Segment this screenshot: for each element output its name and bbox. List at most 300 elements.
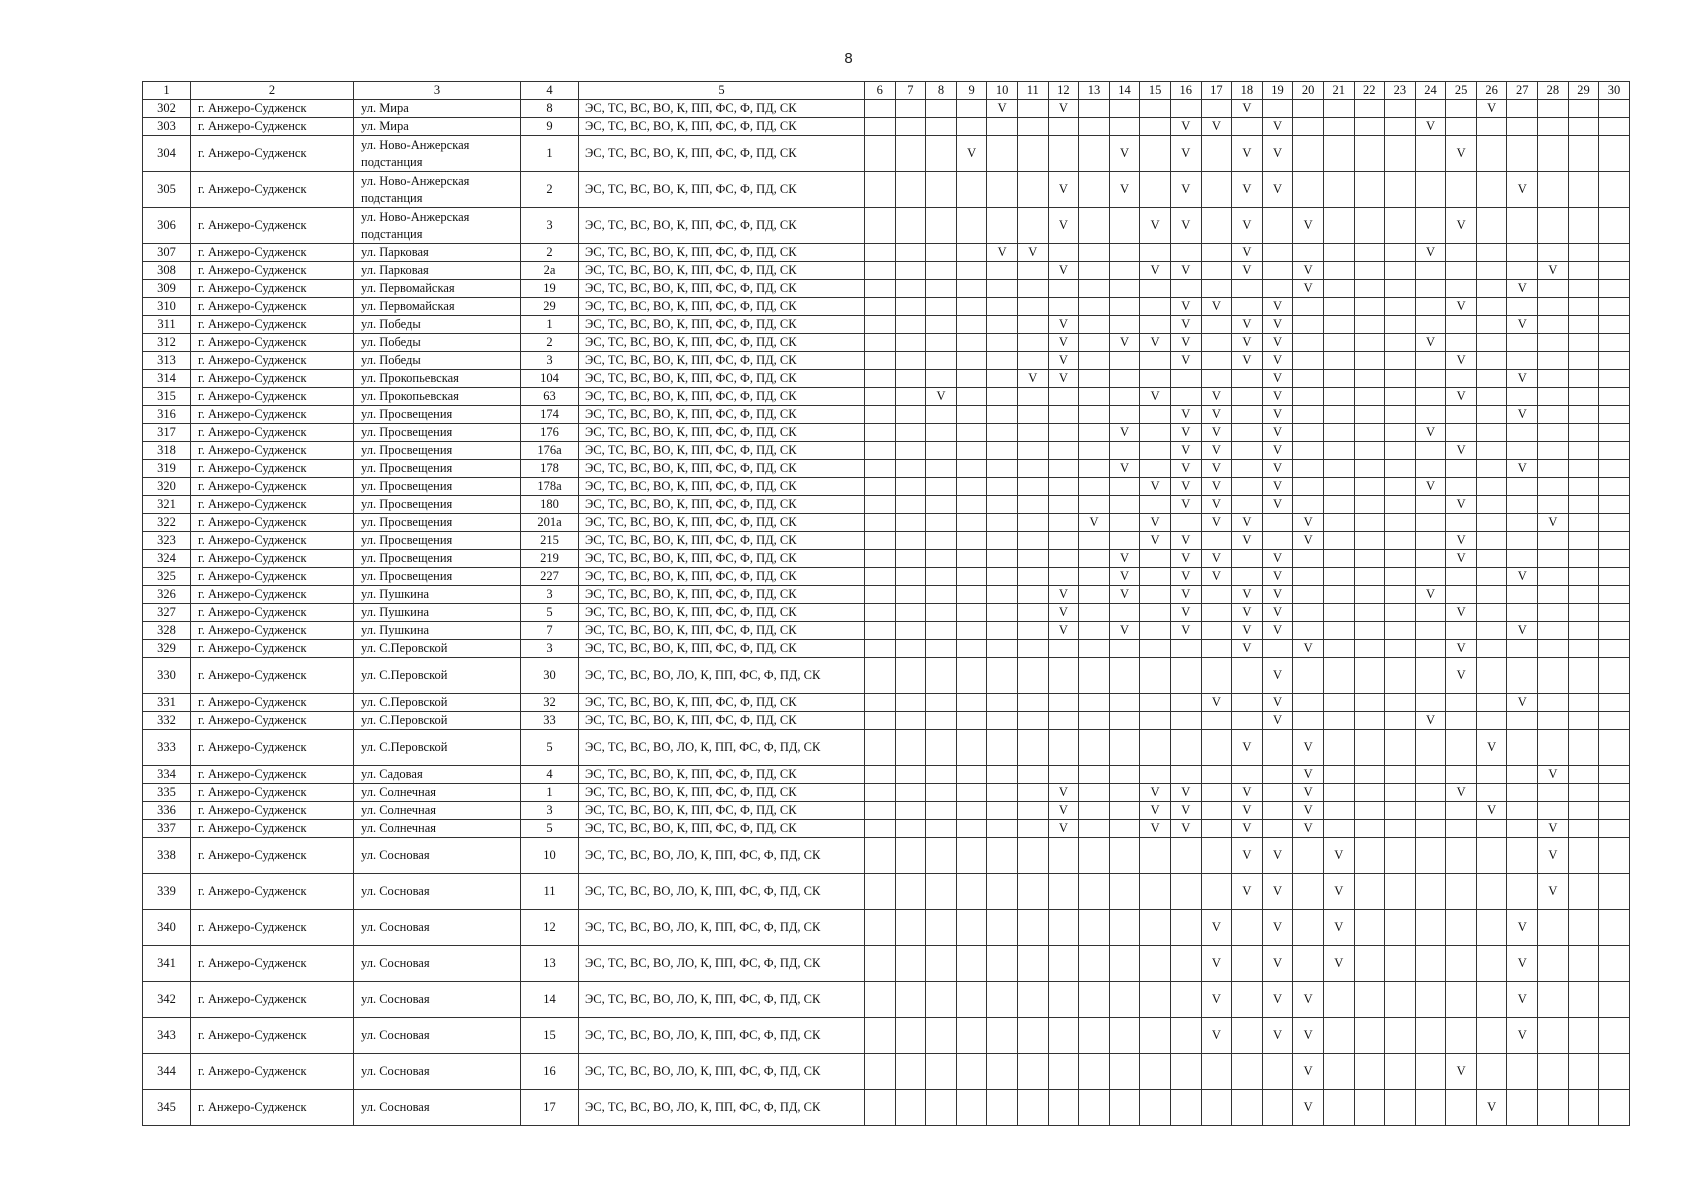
empty-cell — [1262, 1090, 1293, 1126]
empty-cell — [926, 442, 957, 460]
empty-cell — [1109, 496, 1140, 514]
empty-cell — [865, 280, 896, 298]
mark-cell: V — [1446, 550, 1477, 568]
table-row — [143, 946, 1630, 982]
empty-cell — [1446, 172, 1477, 208]
empty-cell — [1293, 136, 1324, 172]
mark-cell: V — [1538, 262, 1569, 280]
table-row — [143, 262, 1630, 280]
empty-cell — [1323, 460, 1354, 478]
services-cell: ЭС, ТС, ВС, ВО, К, ПП, ФС, Ф, ПД, СК — [579, 712, 865, 730]
mark-cell: V — [1446, 388, 1477, 406]
empty-cell — [1170, 838, 1201, 874]
empty-cell — [1079, 532, 1110, 550]
empty-cell — [1170, 280, 1201, 298]
row-number-cell: 330 — [143, 658, 191, 694]
empty-cell — [1354, 118, 1385, 136]
house-cell: 7 — [521, 622, 579, 640]
mark-cell: V — [1262, 496, 1293, 514]
empty-cell — [1538, 424, 1569, 442]
empty-cell — [895, 136, 926, 172]
mark-cell: V — [1262, 622, 1293, 640]
empty-cell — [1232, 460, 1263, 478]
empty-cell — [956, 442, 987, 460]
empty-cell — [1354, 100, 1385, 118]
empty-cell — [1048, 874, 1079, 910]
mark-cell: V — [1262, 352, 1293, 370]
empty-cell — [1323, 820, 1354, 838]
empty-cell — [1568, 424, 1599, 442]
mark-cell: V — [1170, 172, 1201, 208]
column-header: 21 — [1323, 82, 1354, 100]
column-header: 4 — [521, 82, 579, 100]
house-cell: 5 — [521, 820, 579, 838]
empty-cell — [895, 370, 926, 388]
empty-cell — [987, 766, 1018, 784]
empty-cell — [1079, 622, 1110, 640]
column-header: 20 — [1293, 82, 1324, 100]
empty-cell — [1354, 568, 1385, 586]
empty-cell — [1354, 262, 1385, 280]
empty-cell — [1568, 586, 1599, 604]
empty-cell — [926, 784, 957, 802]
empty-cell — [1385, 640, 1416, 658]
empty-cell — [987, 622, 1018, 640]
empty-cell — [926, 460, 957, 478]
empty-cell — [1170, 982, 1201, 1018]
mark-cell: V — [1293, 262, 1324, 280]
row-number-cell: 310 — [143, 298, 191, 316]
row-number-cell: 315 — [143, 388, 191, 406]
empty-cell — [1017, 532, 1048, 550]
empty-cell — [895, 244, 926, 262]
empty-cell — [956, 802, 987, 820]
table-row — [143, 532, 1630, 550]
empty-cell — [1079, 910, 1110, 946]
empty-cell — [1017, 586, 1048, 604]
mark-cell: V — [1232, 172, 1263, 208]
services-cell: ЭС, ТС, ВС, ВО, К, ПП, ФС, Ф, ПД, СК — [579, 352, 865, 370]
empty-cell — [1109, 514, 1140, 532]
empty-cell — [1568, 136, 1599, 172]
mark-cell: V — [1507, 316, 1538, 334]
empty-cell — [1170, 388, 1201, 406]
mark-cell: V — [1232, 136, 1263, 172]
table-row — [143, 712, 1630, 730]
empty-cell — [1446, 118, 1477, 136]
column-header: 8 — [926, 82, 957, 100]
empty-cell — [1354, 910, 1385, 946]
row-number-cell: 309 — [143, 280, 191, 298]
empty-cell — [956, 622, 987, 640]
empty-cell — [865, 766, 896, 784]
table-row — [143, 658, 1630, 694]
empty-cell — [1232, 910, 1263, 946]
empty-cell — [1354, 442, 1385, 460]
empty-cell — [1017, 730, 1048, 766]
column-header: 14 — [1109, 82, 1140, 100]
empty-cell — [1109, 118, 1140, 136]
empty-cell — [1293, 568, 1324, 586]
empty-cell — [1017, 172, 1048, 208]
empty-cell — [1170, 640, 1201, 658]
empty-cell — [987, 820, 1018, 838]
empty-cell — [1446, 946, 1477, 982]
empty-cell — [1262, 514, 1293, 532]
mark-cell: V — [1262, 370, 1293, 388]
empty-cell — [1293, 244, 1324, 262]
empty-cell — [987, 118, 1018, 136]
services-cell: ЭС, ТС, ВС, ВО, ЛО, К, ПП, ФС, Ф, ПД, СК — [579, 1018, 865, 1054]
mark-cell: V — [1201, 946, 1232, 982]
table-row — [143, 874, 1630, 910]
empty-cell — [1323, 604, 1354, 622]
empty-cell — [1354, 838, 1385, 874]
house-cell: 2 — [521, 334, 579, 352]
empty-cell — [1109, 946, 1140, 982]
empty-cell — [1323, 388, 1354, 406]
empty-cell — [1323, 424, 1354, 442]
empty-cell — [1415, 622, 1446, 640]
mark-cell: V — [1446, 208, 1477, 244]
empty-cell — [1476, 352, 1507, 370]
empty-cell — [987, 316, 1018, 334]
services-cell: ЭС, ТС, ВС, ВО, ЛО, К, ПП, ФС, Ф, ПД, СК — [579, 1054, 865, 1090]
mark-cell: V — [1262, 658, 1293, 694]
empty-cell — [1232, 118, 1263, 136]
empty-cell — [1538, 694, 1569, 712]
empty-cell — [1140, 316, 1171, 334]
mark-cell: V — [1262, 712, 1293, 730]
empty-cell — [1385, 262, 1416, 280]
mark-cell: V — [1140, 802, 1171, 820]
row-number-cell: 328 — [143, 622, 191, 640]
empty-cell — [1385, 694, 1416, 712]
row-number-cell: 324 — [143, 550, 191, 568]
empty-cell — [926, 136, 957, 172]
empty-cell — [1568, 946, 1599, 982]
empty-cell — [1385, 532, 1416, 550]
empty-cell — [1415, 568, 1446, 586]
empty-cell — [1538, 406, 1569, 424]
mark-cell: V — [1232, 244, 1263, 262]
empty-cell — [895, 298, 926, 316]
mark-cell: V — [1262, 388, 1293, 406]
mark-cell: V — [1109, 550, 1140, 568]
mark-cell: V — [1232, 352, 1263, 370]
empty-cell — [1201, 316, 1232, 334]
empty-cell — [1017, 118, 1048, 136]
city-cell: г. Анжеро-Судженск — [191, 118, 354, 136]
empty-cell — [1599, 262, 1630, 280]
empty-cell — [1109, 406, 1140, 424]
empty-cell — [1568, 820, 1599, 838]
empty-cell — [1446, 802, 1477, 820]
empty-cell — [1232, 478, 1263, 496]
house-cell: 104 — [521, 370, 579, 388]
empty-cell — [1354, 982, 1385, 1018]
mark-cell: V — [1109, 334, 1140, 352]
mark-cell: V — [1293, 784, 1324, 802]
house-cell: 19 — [521, 280, 579, 298]
table-row — [143, 100, 1630, 118]
empty-cell — [1385, 550, 1416, 568]
empty-cell — [865, 460, 896, 478]
empty-cell — [1201, 100, 1232, 118]
house-cell: 1 — [521, 136, 579, 172]
city-cell: г. Анжеро-Судженск — [191, 730, 354, 766]
street-cell: ул. Первомайская — [354, 280, 521, 298]
street-cell: ул. Парковая — [354, 262, 521, 280]
services-cell: ЭС, ТС, ВС, ВО, ЛО, К, ПП, ФС, Ф, ПД, СК — [579, 874, 865, 910]
empty-cell — [987, 442, 1018, 460]
empty-cell — [1538, 712, 1569, 730]
empty-cell — [1170, 730, 1201, 766]
empty-cell — [1354, 478, 1385, 496]
empty-cell — [1446, 838, 1477, 874]
empty-cell — [1017, 334, 1048, 352]
services-cell: ЭС, ТС, ВС, ВО, К, ПП, ФС, Ф, ПД, СК — [579, 406, 865, 424]
row-number-cell: 344 — [143, 1054, 191, 1090]
services-cell: ЭС, ТС, ВС, ВО, К, ПП, ФС, Ф, ПД, СК — [579, 370, 865, 388]
row-number-cell: 318 — [143, 442, 191, 460]
mark-cell: V — [1048, 262, 1079, 280]
column-header: 2 — [191, 82, 354, 100]
empty-cell — [1140, 658, 1171, 694]
table-row — [143, 280, 1630, 298]
mark-cell: V — [1232, 586, 1263, 604]
empty-cell — [1476, 496, 1507, 514]
mark-cell: V — [1476, 802, 1507, 820]
empty-cell — [1109, 262, 1140, 280]
empty-cell — [1293, 550, 1324, 568]
empty-cell — [1048, 1054, 1079, 1090]
mark-cell: V — [1232, 532, 1263, 550]
empty-cell — [865, 658, 896, 694]
empty-cell — [1476, 442, 1507, 460]
empty-cell — [956, 694, 987, 712]
empty-cell — [1415, 1018, 1446, 1054]
empty-cell — [1538, 622, 1569, 640]
house-cell: 17 — [521, 1090, 579, 1126]
row-number-cell: 323 — [143, 532, 191, 550]
table-row — [143, 802, 1630, 820]
empty-cell — [1568, 784, 1599, 802]
empty-cell — [1017, 280, 1048, 298]
city-cell: г. Анжеро-Судженск — [191, 532, 354, 550]
empty-cell — [1048, 946, 1079, 982]
mark-cell: V — [1415, 244, 1446, 262]
empty-cell — [926, 694, 957, 712]
empty-cell — [895, 694, 926, 712]
mark-cell: V — [1293, 514, 1324, 532]
mark-cell: V — [1170, 208, 1201, 244]
empty-cell — [1354, 136, 1385, 172]
empty-cell — [865, 316, 896, 334]
empty-cell — [1476, 568, 1507, 586]
empty-cell — [1048, 280, 1079, 298]
empty-cell — [1599, 712, 1630, 730]
empty-cell — [1293, 874, 1324, 910]
empty-cell — [895, 1090, 926, 1126]
row-number-cell: 331 — [143, 694, 191, 712]
mark-cell: V — [1232, 802, 1263, 820]
empty-cell — [1507, 478, 1538, 496]
empty-cell — [1262, 640, 1293, 658]
city-cell: г. Анжеро-Судженск — [191, 478, 354, 496]
mark-cell: V — [1170, 460, 1201, 478]
house-cell: 14 — [521, 982, 579, 1018]
empty-cell — [1415, 802, 1446, 820]
empty-cell — [1446, 730, 1477, 766]
empty-cell — [1599, 550, 1630, 568]
empty-cell — [1140, 712, 1171, 730]
empty-cell — [1201, 370, 1232, 388]
empty-cell — [926, 172, 957, 208]
mark-cell: V — [1232, 784, 1263, 802]
mark-cell: V — [1170, 622, 1201, 640]
empty-cell — [1385, 244, 1416, 262]
empty-cell — [1048, 766, 1079, 784]
empty-cell — [956, 550, 987, 568]
street-cell: ул. Сосновая — [354, 874, 521, 910]
empty-cell — [1354, 802, 1385, 820]
house-cell: 3 — [521, 802, 579, 820]
empty-cell — [865, 604, 896, 622]
empty-cell — [1079, 280, 1110, 298]
empty-cell — [1385, 460, 1416, 478]
empty-cell — [1079, 136, 1110, 172]
empty-cell — [1476, 280, 1507, 298]
column-header: 27 — [1507, 82, 1538, 100]
empty-cell — [1599, 658, 1630, 694]
empty-cell — [926, 730, 957, 766]
services-cell: ЭС, ТС, ВС, ВО, К, ПП, ФС, Ф, ПД, СК — [579, 622, 865, 640]
empty-cell — [1507, 424, 1538, 442]
mark-cell: V — [1262, 406, 1293, 424]
empty-cell — [1323, 172, 1354, 208]
city-cell: г. Анжеро-Судженск — [191, 424, 354, 442]
empty-cell — [865, 424, 896, 442]
empty-cell — [926, 658, 957, 694]
empty-cell — [895, 622, 926, 640]
empty-cell — [865, 334, 896, 352]
table-row — [143, 604, 1630, 622]
empty-cell — [1538, 658, 1569, 694]
city-cell: г. Анжеро-Судженск — [191, 1090, 354, 1126]
house-cell: 8 — [521, 100, 579, 118]
empty-cell — [895, 316, 926, 334]
empty-cell — [1538, 784, 1569, 802]
empty-cell — [1079, 784, 1110, 802]
mark-cell: V — [1293, 280, 1324, 298]
street-cell: ул. Сосновая — [354, 838, 521, 874]
empty-cell — [1415, 514, 1446, 532]
empty-cell — [1017, 784, 1048, 802]
empty-cell — [1354, 352, 1385, 370]
services-cell: ЭС, ТС, ВС, ВО, К, ПП, ФС, Ф, ПД, СК — [579, 244, 865, 262]
empty-cell — [1140, 406, 1171, 424]
empty-cell — [1568, 982, 1599, 1018]
empty-cell — [865, 442, 896, 460]
empty-cell — [1109, 280, 1140, 298]
empty-cell — [1568, 370, 1599, 388]
mark-cell: V — [1048, 622, 1079, 640]
empty-cell — [1170, 946, 1201, 982]
empty-cell — [1599, 298, 1630, 316]
empty-cell — [1385, 1090, 1416, 1126]
empty-cell — [1599, 784, 1630, 802]
mark-cell: V — [1293, 1054, 1324, 1090]
empty-cell — [1140, 1090, 1171, 1126]
mark-cell: V — [1262, 442, 1293, 460]
mark-cell: V — [1201, 478, 1232, 496]
mark-cell: V — [1201, 982, 1232, 1018]
empty-cell — [1568, 316, 1599, 334]
empty-cell — [1385, 1018, 1416, 1054]
empty-cell — [1538, 478, 1569, 496]
empty-cell — [1109, 766, 1140, 784]
mark-cell: V — [1262, 946, 1293, 982]
mark-cell: V — [1262, 874, 1293, 910]
mark-cell: V — [1323, 910, 1354, 946]
empty-cell — [956, 910, 987, 946]
empty-cell — [895, 442, 926, 460]
mark-cell: V — [1140, 820, 1171, 838]
row-number-cell: 332 — [143, 712, 191, 730]
row-number-cell: 329 — [143, 640, 191, 658]
city-cell: г. Анжеро-Судженск — [191, 298, 354, 316]
column-header: 13 — [1079, 82, 1110, 100]
empty-cell — [1568, 1018, 1599, 1054]
empty-cell — [1170, 370, 1201, 388]
column-header: 1 — [143, 82, 191, 100]
empty-cell — [1599, 1054, 1630, 1090]
empty-cell — [1385, 172, 1416, 208]
empty-cell — [1017, 514, 1048, 532]
mark-cell: V — [1262, 298, 1293, 316]
empty-cell — [1201, 640, 1232, 658]
empty-cell — [1476, 208, 1507, 244]
empty-cell — [1538, 280, 1569, 298]
city-cell: г. Анжеро-Судженск — [191, 838, 354, 874]
empty-cell — [895, 1018, 926, 1054]
empty-cell — [1232, 946, 1263, 982]
house-cell: 32 — [521, 694, 579, 712]
city-cell: г. Анжеро-Судженск — [191, 586, 354, 604]
table-row — [143, 550, 1630, 568]
empty-cell — [1385, 874, 1416, 910]
empty-cell — [1017, 694, 1048, 712]
empty-cell — [895, 586, 926, 604]
house-cell: 33 — [521, 712, 579, 730]
empty-cell — [1201, 712, 1232, 730]
empty-cell — [1599, 838, 1630, 874]
house-cell: 1 — [521, 316, 579, 334]
empty-cell — [1415, 208, 1446, 244]
mark-cell: V — [1415, 118, 1446, 136]
empty-cell — [1446, 460, 1477, 478]
empty-cell — [1201, 604, 1232, 622]
empty-cell — [1385, 514, 1416, 532]
column-header: 30 — [1599, 82, 1630, 100]
mark-cell: V — [1201, 460, 1232, 478]
street-cell: ул. Победы — [354, 316, 521, 334]
mark-cell: V — [1262, 604, 1293, 622]
services-cell: ЭС, ТС, ВС, ВО, К, ПП, ФС, Ф, ПД, СК — [579, 460, 865, 478]
services-cell: ЭС, ТС, ВС, ВО, К, ПП, ФС, Ф, ПД, СК — [579, 820, 865, 838]
empty-cell — [1232, 694, 1263, 712]
